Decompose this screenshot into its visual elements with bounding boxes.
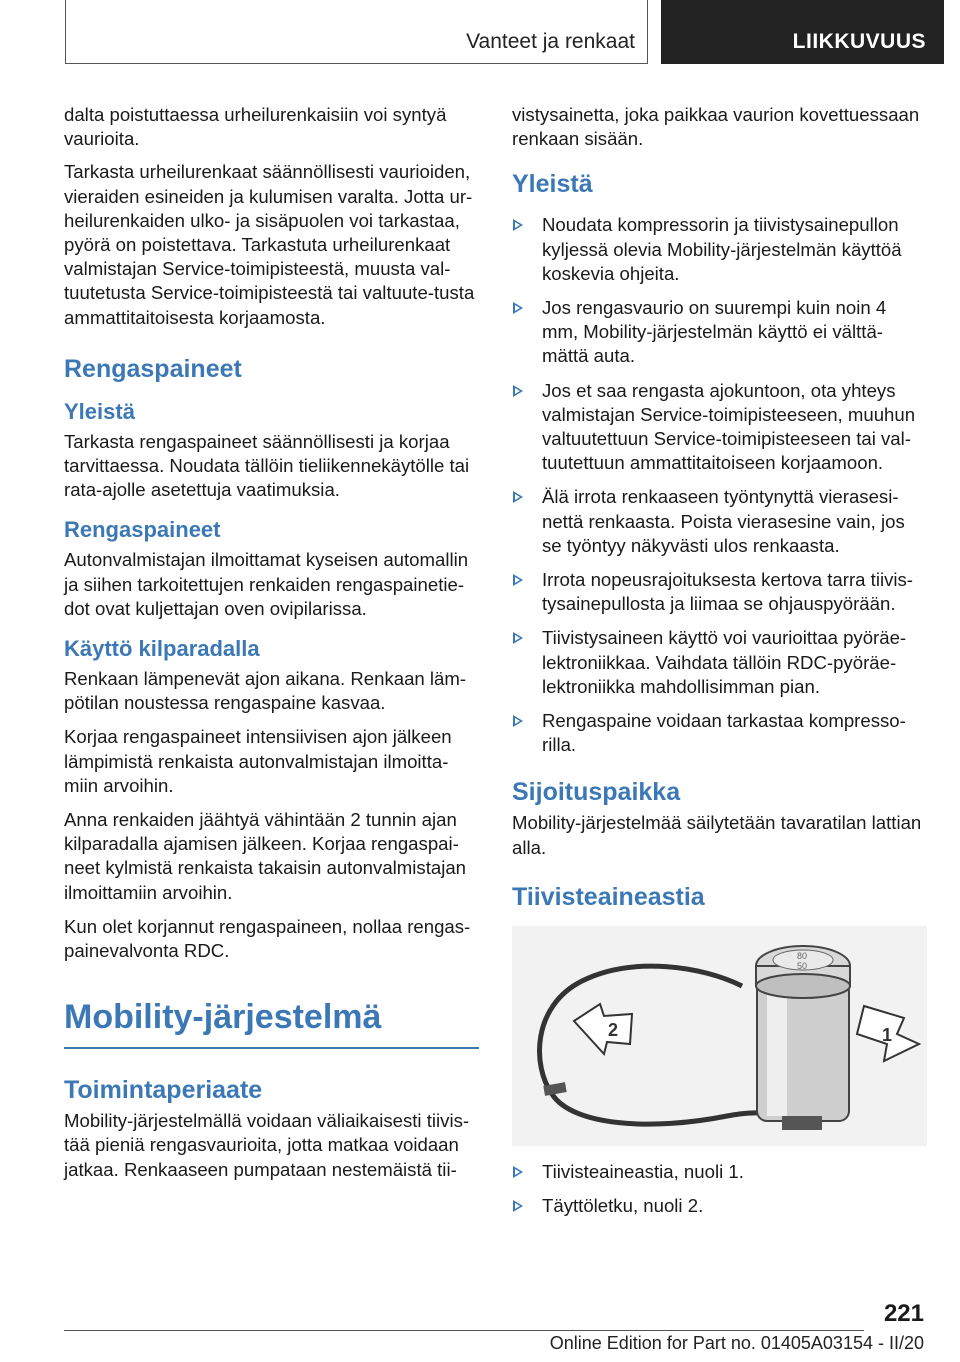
bullet-list-figure-legend [512, 1160, 927, 1218]
paragraph-track-4: Kun olet korjannut rengaspaineen, nollaa rengas-painevalvonta RDC. [64, 915, 471, 962]
running-header-section [65, 0, 648, 64]
list-item: Irrota nopeusrajoituksesta kertova tarra tiivis-tysainepullosta ja liimaa se ohjauspyörään. [512, 568, 927, 616]
bullet-triangle-icon [513, 715, 523, 727]
chapter-title: LIIKKUVUUS [792, 30, 926, 53]
cap-label-bottom: 50 [797, 960, 808, 971]
sealant-bottle-illustration [512, 926, 927, 1146]
list-item: Tiivisteaineastia, nuoli 1. [512, 1160, 927, 1184]
list-item: Täyttöletku, nuoli 2. [512, 1194, 927, 1218]
left-column [64, 103, 479, 1192]
subheading-track-use: Käyttö kilparadalla [64, 636, 260, 662]
list-item: Älä irrota renkaaseen työntynyttä vierasesi-nettä renkaasta. Poista vierasesine vain, jos se työntyy näkyvästi ulos renkaasta. [512, 485, 927, 558]
subheading-tire-pressures: Rengaspaineet [64, 517, 221, 543]
bullet-triangle-icon [513, 491, 523, 503]
paragraph-track-1: Renkaan lämpenevät ajon aikana. Renkaan läm-pötilan noustessa rengaspaine kasvaa. [64, 668, 467, 714]
paragraph-general: Tarkasta rengaspaineet säännöllisesti ja korjaa tarvittaessa. Noudata tällöin tieliikennekäytölle tai rata-ajolle asetettuja vaatimuksia. [64, 430, 470, 501]
list-item: Rengaspaine voidaan tarkastaa kompresso-rilla. [512, 709, 927, 757]
heading-principle: Toimintaperiaate [64, 1076, 263, 1105]
bullet-list-general [512, 213, 927, 757]
section-title: Vanteet ja renkaat [466, 30, 635, 53]
footer-divider [64, 1330, 864, 1331]
bullet-triangle-icon [513, 219, 523, 231]
list-item: Tiivistysaineen käyttö voi vaurioittaa pyöräe-lektroniikkaa. Vaihdata tällöin RDC-pyöräe-lektroniikka mahdollisimman pian. [512, 626, 927, 699]
heading-general-right: Yleistä [512, 170, 593, 199]
bullet-triangle-icon [513, 302, 523, 314]
svg-text:2: 2 [608, 1019, 619, 1040]
bullet-triangle-icon [513, 574, 523, 586]
paragraph-continued: dalta poistuttaessa urheilurenkaisiin voi syntyä vaurioita. [64, 104, 447, 150]
page-number: 221 [883, 1300, 924, 1327]
subheading-general: Yleistä [64, 398, 135, 424]
list-item: Jos et saa rengasta ajokuntoon, ota yhteys valmistajan Service-toimipisteeseen, muuhun valtuutettuun Service-toimipisteeseen tai val-tuutettuun ammattitaitoiseen korjaamoon. [512, 379, 927, 476]
paragraph-check-sport-tires: Tarkasta urheilurenkaat säännöllisesti vaurioiden, vieraiden esineiden ja kulumisen varalta. Jotta ur-heilurenkaiden ulko- ja sisäpuolen voi tarkastaa, pyörä on poistettava. Tarkastuta urheilurenkaat valmistajan Service-toimipisteestä, muusta val-tuutetusta Service-toimipisteestä tai valtuute-tusta ammattitaitoisesta korjaamosta. [64, 161, 475, 328]
list-item: Jos rengasvaurio on suurempi kuin noin 4 mm, Mobility-järjestelmän käyttö ei välttä-mättä auta. [512, 296, 927, 369]
arrow-2-icon [574, 1004, 632, 1054]
right-column [512, 103, 927, 1228]
running-header-chapter [661, 0, 944, 64]
paragraph-continued-right: vistysainetta, joka paikkaa vaurion kovettuessaan renkaan sisään. [512, 104, 920, 150]
paragraph-track-3: Anna renkaiden jäähtyä vähintään 2 tunnin ajan kilparadalla ajamisen jälkeen. Korjaa rengaspai-neet kylmistä renkaista takaisin autonvalmistajan ilmoittamiin arvoihin. [64, 809, 467, 903]
bullet-triangle-icon [513, 632, 523, 644]
paragraph-principle: Mobility-järjestelmällä voidaan väliaikaisesti tiivis-tää pieniä rengasvaurioita, jotta matkaa voidaan jatkaa. Renkaaseen pumpataan nestemäistä tii- [64, 1110, 470, 1180]
arrow-1-icon [857, 1006, 919, 1061]
bullet-triangle-icon [513, 385, 523, 397]
heading-tire-pressures: Rengaspaineet [64, 354, 242, 383]
bullet-triangle-icon [513, 1200, 523, 1212]
paragraph-location: Mobility-järjestelmää säilytetään tavaratilan lattian alla. [512, 812, 922, 858]
paragraph-pressures: Autonvalmistajan ilmoittamat kyseisen automallin ja siihen tarkoitettujen renkaiden rengaspainetie-dot ovat kuljettajan oven ovipilarissa. [64, 549, 469, 619]
paragraph-track-2: Korjaa rengaspaineet intensiivisen ajon jälkeen lämpimistä renkaista autonvalmistajan ilmoitta-miin arvoihin. [64, 726, 452, 796]
heading-location: Sijoituspaikka [512, 778, 681, 807]
sealant-container-figure [512, 926, 927, 1146]
heading-sealant-container: Tiivisteaineastia [512, 882, 705, 911]
heading-mobility-system: Mobility-järjestelmä [64, 997, 479, 1049]
list-item: Noudata kompressorin ja tiivistysainepullon kyljessä olevia Mobility-järjestelmän käyttöä koskevia ohjeita. [512, 213, 927, 286]
cap-label-top: 80 [797, 950, 808, 961]
footer-edition: Online Edition for Part no. 01405A03154 - II/20 [549, 1333, 924, 1353]
bullet-triangle-icon [513, 1166, 523, 1178]
svg-text:1: 1 [882, 1024, 893, 1045]
